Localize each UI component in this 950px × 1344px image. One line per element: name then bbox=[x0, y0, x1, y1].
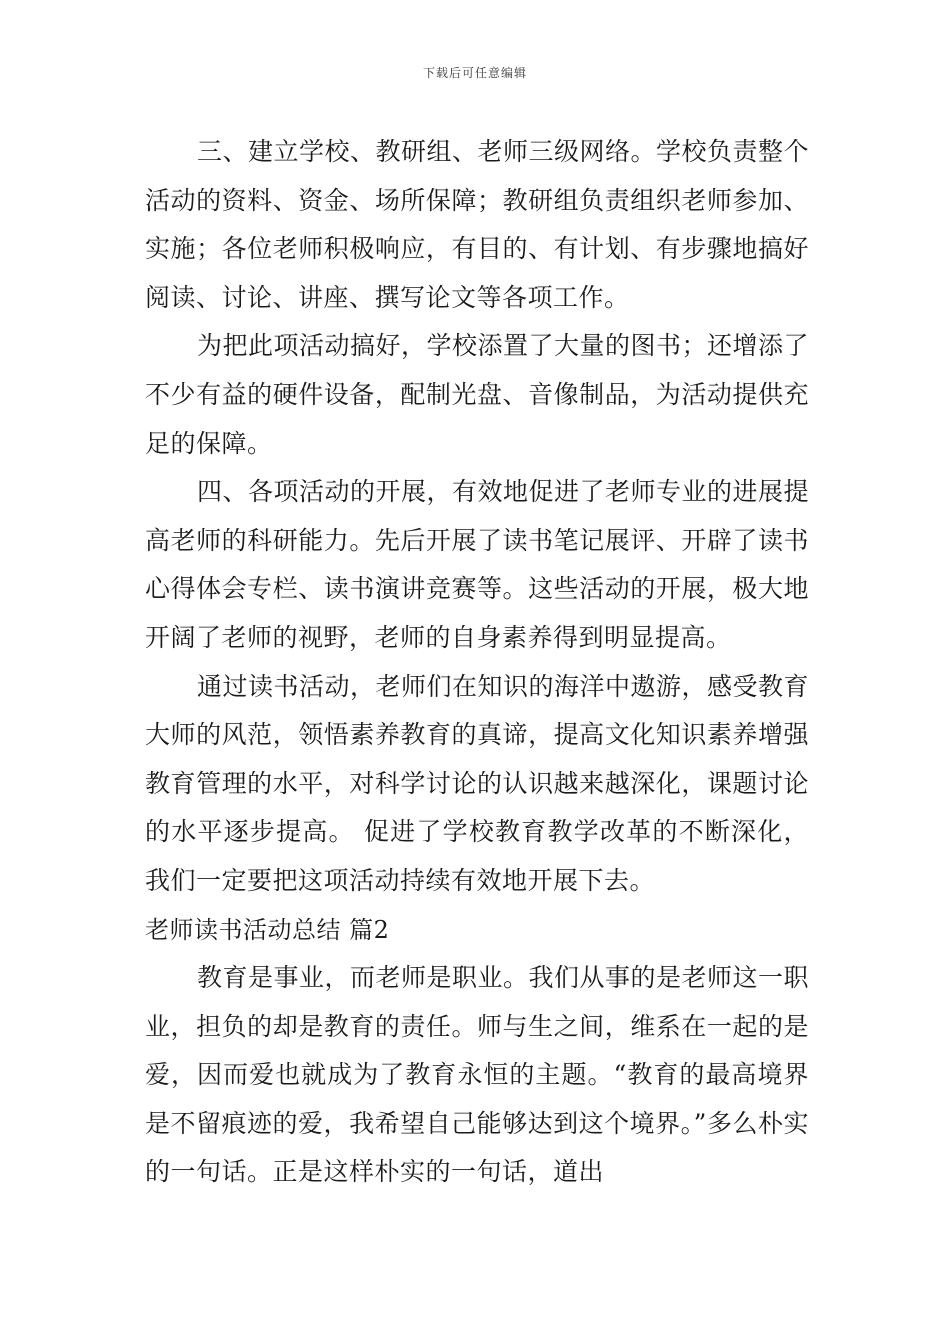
paragraph-education-career: 教育是事业，而老师是职业。我们从事的是老师这一职业，担负的却是教育的责任。师与生之间，维系在一起的是爱，因而爱也就成为了教育永恒的主题。“教育的最高境界是不留痕迹的爱，我希望自己能够达到这个境界。”多么朴实的一句话。正是这样朴实的一句话，道出 bbox=[145, 963, 810, 1187]
paragraph-three-level-network: 三、建立学校、教研组、老师三级网络。学校负责整个活动的资料、资金、场所保障；教研组负责组织老师参加、实施；各位老师积极响应，有目的、有计划、有步骤地搞好阅读、讨论、讲座、撰写论文等各项工作。 bbox=[145, 137, 810, 312]
section-heading: 老师读书活动总结 篇2 bbox=[145, 915, 390, 944]
paragraph-reading-benefits: 通过读书活动，老师们在知识的海洋中遨游，感受教育大师的风范，领悟素养教育的真谛，提高文化知识素养增强教育管理的水平，对科学讨论的认识越来越深化，课题讨论的水平逐步提高。 促进了学校教育教学改革的不断深化，我们一定要把这项活动持续有效地开展下去。 bbox=[145, 671, 810, 895]
document-body bbox=[145, 128, 809, 1197]
paragraph-activities: 四、各项活动的开展，有效地促进了老师专业的进展提高老师的科研能力。先后开展了读书笔记展评、开辟了读书心得体会专栏、读书演讲竞赛等。这些活动的开展，极大地开阔了老师的视野，老师的自身素养得到明显提高。 bbox=[145, 477, 810, 652]
page-header: 下载后可任意编辑 bbox=[422, 66, 527, 80]
paragraph-school-resources: 为把此项活动搞好，学校添置了大量的图书；还增添了不少有益的硬件设备，配制光盘、音像制品，为活动提供充足的保障。 bbox=[145, 331, 810, 458]
